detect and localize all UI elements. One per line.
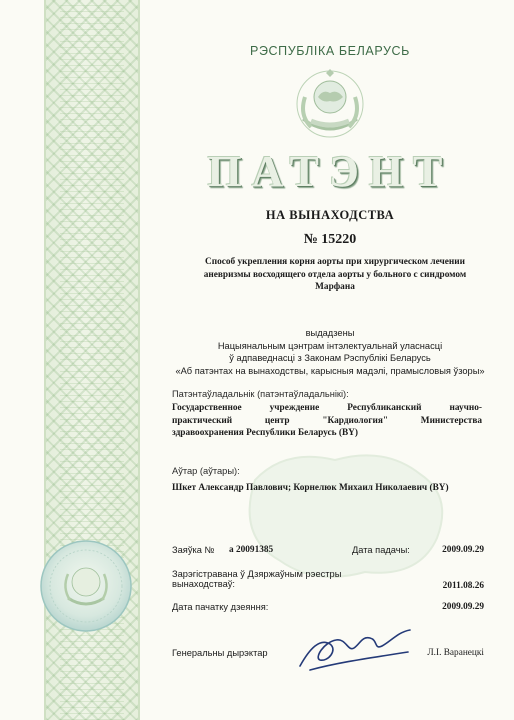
registration-label-2: вынаходстваў: [172, 579, 236, 589]
invention-title-line: Способ укрепления корня аорты при хирургическом лечении [205, 257, 465, 267]
filing-date-value: 2009.09.29 [442, 545, 484, 555]
state-emblem-icon [293, 67, 367, 141]
issued-label: выдадзены [305, 328, 355, 338]
author-value: Шкет Александр Павлович; Корнелюк Михаил Николаевич (BY) [172, 483, 449, 493]
registration-date-value: 2011.08.26 [442, 581, 484, 591]
validity-row [172, 602, 484, 612]
registration-row [172, 569, 484, 589]
patentee-label: Патэнтаўладальнік (патэнтаўладальнікі): [172, 389, 349, 399]
map-watermark [215, 440, 465, 590]
patent-number: № 15220 [303, 232, 357, 247]
filing-date-label: Дата падачы: [352, 545, 410, 555]
invention-title [180, 256, 490, 294]
issued-by [170, 327, 490, 377]
invention-title-line: Марфана [315, 282, 355, 292]
director-name: Л.І. Варанецкі [427, 648, 484, 658]
validity-label: Дата пачатку дзеяння: [172, 602, 269, 612]
application-row [172, 545, 484, 555]
patentee-line: Государственное учреждение Республиканский научно- [172, 403, 482, 413]
document-title: ПАТЭНТ [207, 147, 453, 196]
patentee-value [172, 402, 482, 440]
application-number: а 20091385 [229, 545, 274, 555]
author-label: Аўтар (аўтары): [172, 466, 240, 476]
hologram-seal-icon [38, 538, 134, 634]
patentee-line: здравоохранения Республики Беларусь (BY) [172, 428, 358, 438]
issued-line: Нацыянальным цэнтрам інтэлектуальнай уласнасці [217, 340, 443, 351]
republic-name: РЭСПУБЛІКА БЕЛАРУСЬ [250, 44, 410, 58]
issued-line: «Аб патэнтах на вынаходствы, карысныя мадэлі, прамысловыя ўзоры» [175, 365, 485, 376]
patentee-line: практический центр "Кардиология" Министерства [172, 415, 482, 426]
director-role: Генеральны дырэктар [172, 648, 268, 658]
handwritten-signature [290, 618, 420, 678]
invention-title-line: аневризмы восходящего отдела аорты у больного с синдромом [203, 269, 467, 280]
document-subtitle: НА ВЫНАХОДСТВА [265, 208, 395, 222]
application-label: Заяўка № [172, 545, 215, 555]
registration-label: Зарэгістравана ў Дзяржаўным рэестры [172, 569, 342, 579]
validity-date-value: 2009.09.29 [442, 602, 484, 612]
issued-line: ў адпаведнасці з Законам Рэспублікі Беларусь [229, 353, 431, 363]
